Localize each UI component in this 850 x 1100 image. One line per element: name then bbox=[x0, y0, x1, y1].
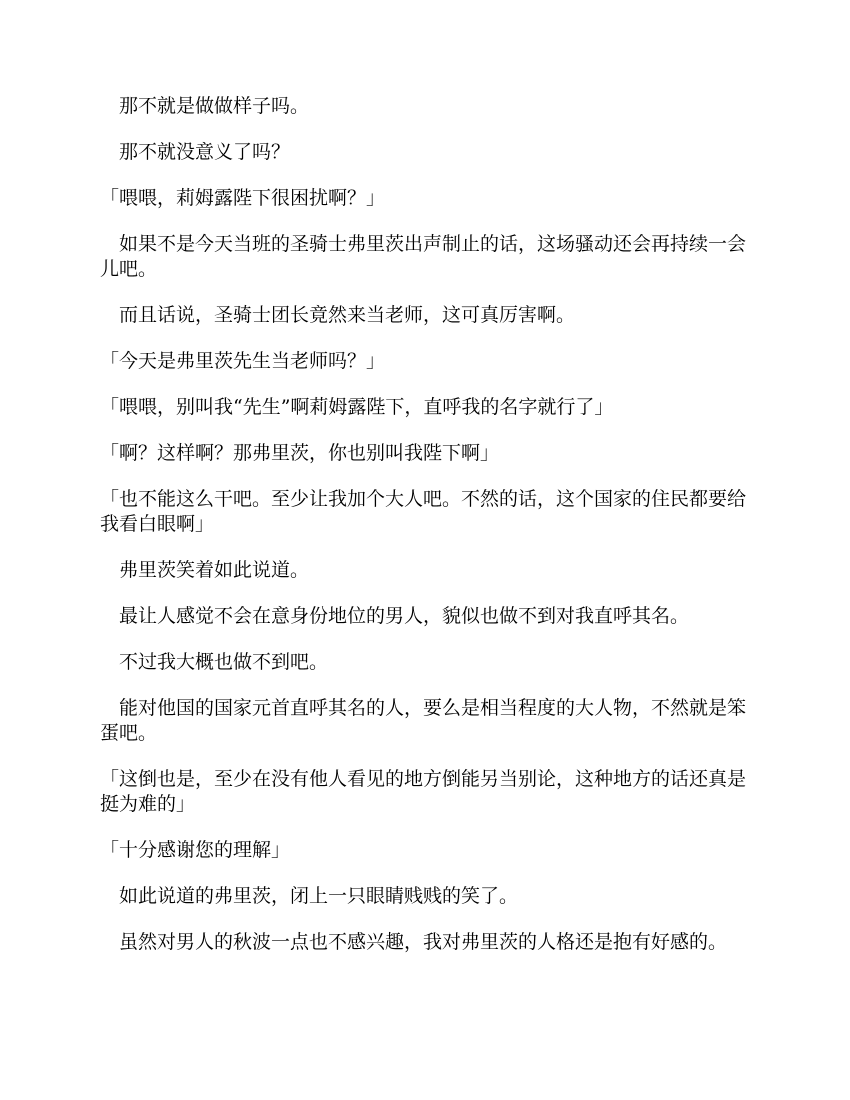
paragraph: 如果不是今天当班的圣骑士弗里茨出声制止的话，这场骚动还会再持续一会儿吧。 bbox=[100, 233, 747, 280]
paragraph: 「这倒也是，至少在没有他人看见的地方倒能另当别论，这种地方的话还真是挺为难的」 bbox=[100, 768, 747, 815]
paragraph: 虽然对男人的秋波一点也不感兴趣，我对弗里茨的人格还是抱有好感的。 bbox=[100, 931, 728, 953]
paragraph: 「也不能这么干吧。至少让我加个大人吧。不然的话，这个国家的住民都要给我看白眼啊」 bbox=[100, 488, 747, 535]
paragraph: 不过我大概也做不到吧。 bbox=[100, 651, 329, 673]
paragraph: 如此说道的弗里茨，闭上一只眼睛贱贱的笑了。 bbox=[100, 885, 519, 907]
paragraph: 能对他国的国家元首直呼其名的人，要么是相当程度的大人物，不然就是笨蛋吧。 bbox=[100, 697, 747, 744]
paragraph: 而且话说，圣骑士团长竟然来当老师，这可真厉害啊。 bbox=[100, 304, 576, 326]
document-body bbox=[100, 94, 750, 976]
paragraph: 那不就没意义了吗？ bbox=[100, 141, 291, 163]
paragraph: 弗里茨笑着如此说道。 bbox=[100, 559, 310, 581]
paragraph: 「十分感谢您的理解」 bbox=[100, 839, 291, 861]
paragraph: 「喂喂，别叫我“先生”啊莉姆露陛下，直呼我的名字就行了」 bbox=[100, 396, 614, 418]
paragraph: 「今天是弗里茨先生当老师吗？」 bbox=[100, 350, 386, 372]
paragraph: 「啊？这样啊？那弗里茨，你也别叫我陛下啊」 bbox=[100, 442, 500, 464]
paragraph: 那不就是做做样子吗。 bbox=[100, 95, 310, 117]
paragraph: 最让人感觉不会在意身份地位的男人，貌似也做不到对我直呼其名。 bbox=[100, 605, 690, 627]
paragraph: 「喂喂，莉姆露陛下很困扰啊？」 bbox=[100, 187, 386, 209]
